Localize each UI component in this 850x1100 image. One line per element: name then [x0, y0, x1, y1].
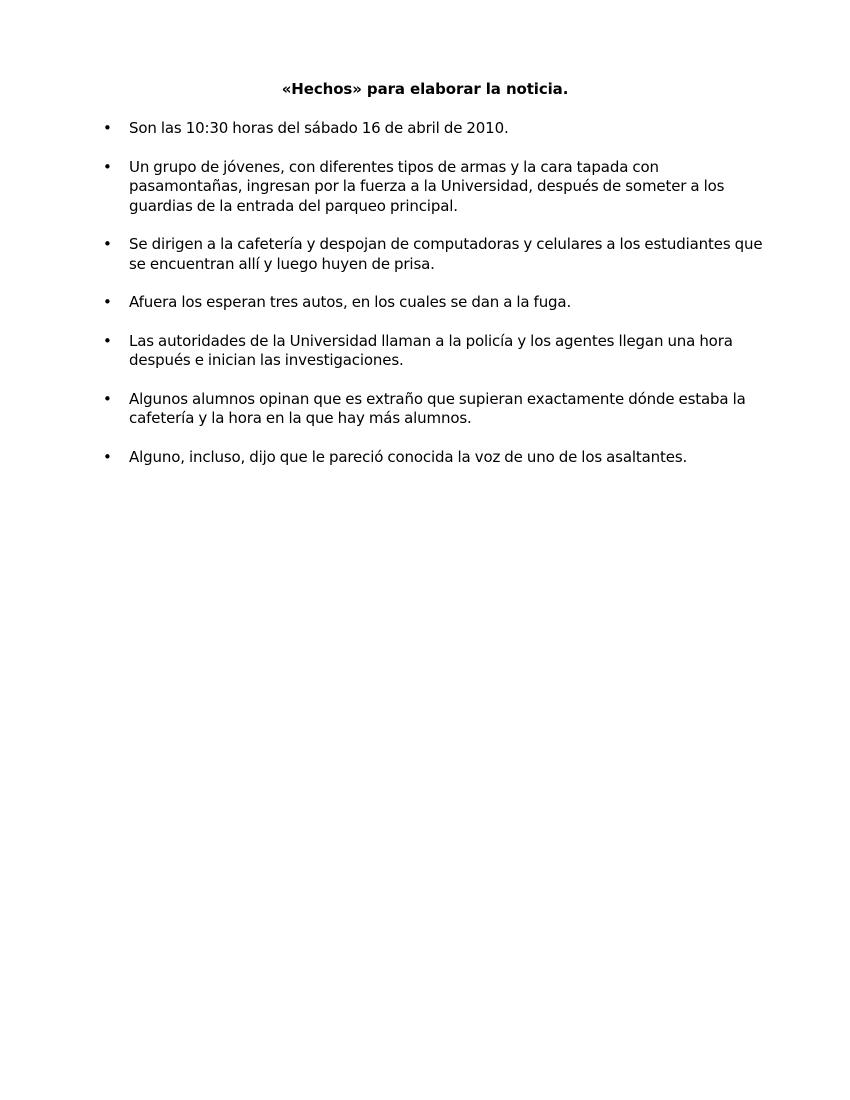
bullet-icon: • [103, 331, 112, 350]
fact-text: Alguno, incluso, dijo que le pareció conocida la voz de uno de los asaltantes. [129, 447, 688, 466]
fact-item [0, 332, 850, 371]
bullet-icon: • [103, 293, 112, 311]
fact-text: Afuera los esperan tres autos, en los cuales se dan a la fuga. [129, 293, 572, 311]
bullet-icon: • [103, 235, 112, 253]
fact-text: Son las 10:30 horas del sábado 16 de abril de 2010. [129, 119, 509, 137]
fact-item [0, 158, 850, 217]
fact-item [0, 390, 850, 429]
fact-item [0, 235, 850, 274]
bullet-icon: • [103, 447, 112, 466]
fact-item [0, 293, 850, 313]
fact-item [0, 119, 850, 139]
fact-item [0, 448, 850, 468]
bullet-icon: • [103, 389, 112, 408]
facts-list [0, 119, 850, 486]
fact-text: Un grupo de jóvenes, con diferentes tipos de armas y la cara tapada con pasamontañas, ingresan por la fuerza a la Universidad, después de someter a los guardias de la entrada del parqueo principal. [129, 157, 725, 215]
bullet-icon: • [103, 157, 112, 176]
fact-text: Se dirigen a la cafetería y despojan de computadoras y celulares a los estudiantes que se encuentran allí y luego huyen de prisa. [129, 235, 763, 273]
document-title: «Hechos» para elaborar la noticia. [281, 80, 569, 98]
fact-text: Las autoridades de la Universidad llaman a la policía y los agentes llegan una hora después e inician las investigaciones. [129, 331, 733, 369]
bullet-icon: • [103, 119, 112, 137]
fact-text: Algunos alumnos opinan que es extraño que supieran exactamente dónde estaba la cafetería y la hora en la que hay más alumnos. [129, 389, 746, 427]
